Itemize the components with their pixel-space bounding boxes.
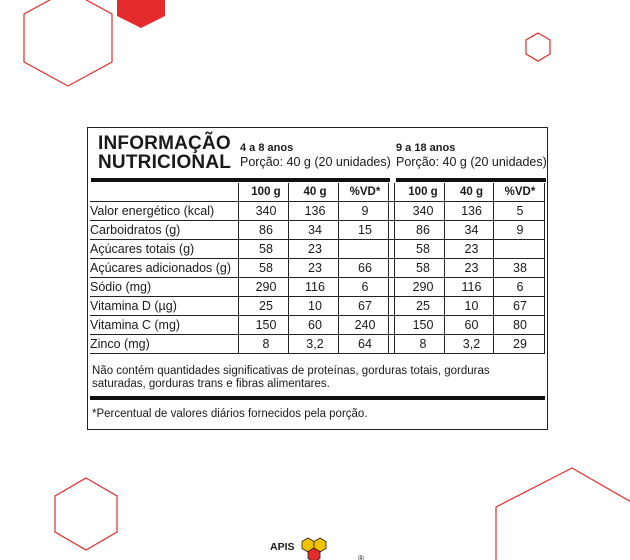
group-1-value: 23 (308, 242, 322, 256)
group-2-value: 60 (464, 318, 479, 332)
nutrient-label: Carboidratos (g) (90, 223, 181, 237)
group-2-value: 9 (516, 223, 524, 237)
group-1-column-header: 100 g (251, 186, 281, 198)
group-1-value: 60 (308, 318, 322, 332)
row-divider (90, 201, 545, 202)
group-2-value: 6 (516, 280, 524, 294)
group-header-2 (396, 141, 547, 169)
group-1-value: 136 (304, 204, 326, 218)
nutrient-label: Vitamina D (µg) (90, 299, 177, 313)
group-2-column-header: 40 g (459, 186, 483, 198)
group-1-value: 340 (255, 204, 277, 218)
group-1-value: 34 (308, 223, 322, 237)
column-divider (394, 183, 395, 354)
table-row (90, 259, 545, 278)
table-row (90, 221, 545, 240)
group-1-value: 240 (354, 318, 376, 332)
red-hexagon-top (117, 0, 165, 28)
group-2-value: 25 (416, 299, 430, 313)
group-1-value: 116 (305, 280, 325, 294)
column-divider (544, 183, 545, 354)
group-1-value: 3,2 (306, 337, 324, 351)
table-row (90, 240, 545, 259)
row-divider (90, 353, 545, 354)
row-divider (90, 296, 545, 297)
group-1-value: 25 (259, 299, 273, 313)
group-header-1 (240, 141, 391, 169)
table-row (90, 297, 545, 316)
table-row (90, 335, 545, 354)
title-line-2: NUTRICIONAL (98, 152, 232, 173)
row-divider (90, 277, 545, 278)
header-divider-2 (396, 178, 546, 182)
group-1-value: 9 (361, 204, 369, 218)
column-divider (444, 183, 445, 354)
group-1-value: 86 (259, 223, 273, 237)
group-2-value: 80 (513, 318, 527, 332)
group-2-value: 150 (412, 318, 434, 332)
group-1-value: 150 (255, 318, 277, 332)
group-2-column-header: 100 g (408, 186, 438, 198)
header-divider-1 (91, 178, 390, 182)
registered-mark: ® (358, 554, 364, 560)
table-row (90, 202, 545, 221)
table-row (90, 316, 545, 335)
outline-hexagon-top-left (24, 0, 112, 86)
nutrient-label: Açúcares adicionados (g) (90, 261, 232, 275)
outline-hexagon-small (526, 33, 550, 61)
group-1-value: 58 (259, 261, 273, 275)
group-1-portion: Porção: 40 g (20 unidades) (240, 155, 391, 169)
group-1-column-header: %VD* (349, 186, 381, 198)
group-2-value: 290 (412, 280, 434, 294)
group-2-value: 23 (464, 242, 479, 256)
group-2-age: 9 a 18 anos (396, 142, 456, 154)
outline-hexagon-bottom-left (55, 478, 117, 550)
column-divider (238, 183, 239, 354)
table-row (90, 278, 545, 297)
nutrient-label: Vitamina C (mg) (90, 318, 181, 332)
nutrient-label: Zinco (mg) (90, 337, 150, 351)
group-2-value: 67 (513, 299, 527, 313)
row-divider (90, 258, 545, 259)
group-1-value: 64 (358, 337, 372, 351)
column-divider (338, 183, 339, 354)
row-divider (90, 220, 545, 221)
row-divider (90, 334, 545, 335)
nutrient-label: Sódio (mg) (90, 280, 152, 294)
honeycomb-icon (300, 537, 330, 560)
nutrient-label: Açúcares totais (g) (90, 242, 195, 256)
group-2-value: 10 (464, 299, 479, 313)
group-1-value: 15 (358, 223, 372, 237)
nutrient-label: Valor energético (kcal) (90, 204, 215, 218)
group-2-value (495, 240, 545, 259)
panel-title (98, 134, 231, 172)
footnote-divider (90, 396, 545, 400)
group-2-value: 340 (412, 204, 434, 218)
footnote: Não contém quantidades significativas de proteínas, gorduras totais, gorduras saturadas, gorduras trans e fibras alimentares. (92, 365, 490, 390)
group-2-value: 136 (461, 204, 482, 218)
group-1-age: 4 a 8 anos (240, 142, 294, 154)
group-1-value: 8 (262, 337, 270, 351)
group-1-value (340, 240, 390, 259)
group-1-value: 66 (358, 261, 372, 275)
group-2-value: 5 (516, 204, 524, 218)
group-2-value: 3,2 (462, 337, 481, 351)
group-1-value: 58 (259, 242, 273, 256)
group-2-value: 86 (416, 223, 430, 237)
row-divider (90, 315, 545, 316)
group-2-portion: Porção: 40 g (20 unidades) (396, 155, 547, 169)
column-divider (388, 183, 389, 354)
group-2-value: 23 (464, 261, 479, 275)
group-2-value: 34 (464, 223, 479, 237)
group-2-value: 29 (513, 337, 527, 351)
group-2-value: 116 (461, 280, 482, 294)
row-divider (90, 239, 545, 240)
group-1-column-header: 40 g (303, 186, 327, 198)
group-1-value: 10 (308, 299, 322, 313)
daily-value-note: *Percentual de valores diários fornecidos pela porção. (92, 408, 368, 420)
title-line-1: INFORMAÇÃO (98, 133, 231, 154)
nutrition-facts-panel (87, 127, 548, 430)
group-2-value: 58 (416, 242, 430, 256)
outline-hexagon-bottom-right (496, 468, 630, 560)
group-2-value: 38 (513, 261, 527, 275)
table-header-row (90, 183, 545, 202)
column-divider (493, 183, 494, 354)
group-2-value: 8 (419, 337, 427, 351)
group-1-value: 67 (358, 299, 372, 313)
group-1-value: 6 (361, 280, 369, 294)
group-1-value: 290 (255, 280, 277, 294)
column-divider (288, 183, 289, 354)
brand-name: APIS (270, 541, 295, 553)
group-2-column-header: %VD* (504, 186, 536, 198)
group-1-value: 23 (308, 261, 322, 275)
group-2-value: 58 (416, 261, 430, 275)
